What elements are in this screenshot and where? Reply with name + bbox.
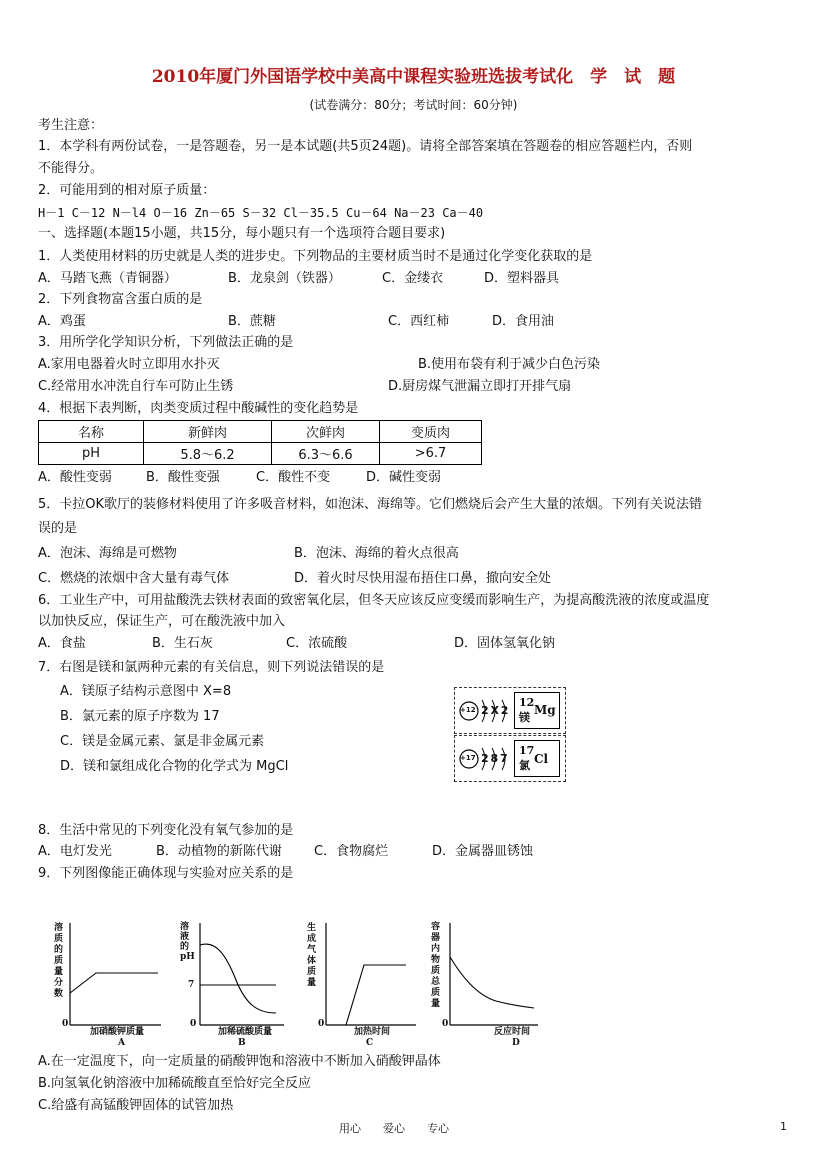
q2-option-b: B．蔗糖	[228, 314, 276, 329]
graph-a-ylabel: 溶质的质量分数	[54, 923, 64, 999]
question-4: 4．根据下表判断，肉类变质过程中酸碱性的变化趋势是	[38, 401, 359, 416]
graph-c-ylabel: 生成气体质量	[307, 923, 317, 988]
mg-shells: 2 X 2	[481, 704, 508, 717]
q9-option-a: A.在一定温度下，向一定质量的硝酸钾饱和溶液中不断加入硝酸钾晶体	[38, 1054, 441, 1069]
cl-shells: 2 8 7	[481, 752, 507, 765]
q9-option-c: C.给盛有高锰酸钾固体的试管加热	[38, 1098, 234, 1113]
notice-item-1: 1．本学科有两份试卷，一是答题卷，另一是本试题(共5页24题)。请将全部答案填在答题卷的相应答题栏内，否则	[38, 139, 693, 154]
graph-d-ylabel: 容器内物质总质量	[431, 922, 441, 1009]
table-header: 变质肉	[380, 421, 482, 443]
graph-b-tick: 7	[188, 980, 195, 990]
q6-option-a: A．食盐	[38, 636, 86, 651]
q5-option-d: D．着火时尽快用湿布捂住口鼻，撤向安全处	[294, 571, 552, 586]
q2-option-a: A．鸡蛋	[38, 314, 86, 329]
page-title: 2010年厦门外国语学校中美高中课程实验班选拔考试化 学 试 题	[151, 67, 676, 87]
mg-element-card	[514, 692, 560, 729]
q4-option-c: C．酸性不变	[256, 470, 331, 485]
table-header: 新鲜肉	[144, 421, 272, 443]
graph-c-curve	[346, 965, 406, 1025]
q7-option-b: B．氯元素的原子序数为 17	[60, 709, 220, 724]
q3-option-a: A.家用电器着火时立即用水扑灭	[38, 357, 220, 372]
question-9: 9．下列图像能正确体现与实验对应关系的是	[38, 866, 294, 881]
q5-option-c: C．燃烧的浓烟中含大量有毒气体	[38, 571, 230, 586]
cl-atomic-number: 17	[519, 744, 535, 757]
ph-table	[38, 420, 482, 465]
q6-option-d: D．固体氢氧化钠	[454, 636, 556, 651]
footer-motto: 用心 爱心 专心	[339, 1122, 449, 1135]
q7-option-c: C．镁是金属元素、氯是非金属元素	[60, 734, 265, 749]
question-1: 1．人类使用材料的历史就是人类的进步史。下列物品的主要材质当时不是通过化学变化获取的是	[38, 249, 593, 264]
question-5: 5．卡拉OK歌厅的装修材料使用了许多吸音材料，如泡沫、海绵等。它们燃烧后会产生大量的浓烟。下列有关说法错	[38, 497, 703, 512]
graph-c-xlabel: 加热时间	[354, 1027, 391, 1037]
cl-name: 氯	[519, 759, 530, 772]
q6-option-b: B．生石灰	[152, 636, 213, 651]
graph-a-curve	[70, 973, 158, 993]
graph-d-origin: 0	[442, 1019, 449, 1029]
graph-a-xlabel: 加硝酸钾质量	[90, 1027, 145, 1037]
graph-d-curve	[450, 957, 534, 1008]
question-5-cont: 误的是	[38, 521, 78, 536]
graph-a-origin: 0	[62, 1019, 69, 1029]
graph-a-letter: A	[118, 1038, 125, 1048]
table-header: 名称	[39, 421, 144, 443]
graph-b-curve	[200, 944, 276, 1013]
table-cell: 6.3～6.6	[272, 443, 380, 465]
graph-d	[450, 923, 538, 1025]
graph-d-letter: D	[512, 1038, 520, 1048]
table-cell: pH	[39, 443, 144, 465]
q4-option-d: D．碱性变弱	[366, 470, 442, 485]
table-header: 次鲜肉	[272, 421, 380, 443]
section-heading: 一、选择题(本题15小题，共15分，每小题只有一个选项符合题目要求)	[38, 226, 446, 241]
notice-item-1-cont: 不能得分。	[38, 161, 104, 176]
q5-option-b: B．泡沫、海绵的着火点很高	[294, 546, 459, 561]
mg-nucleus: +12	[460, 706, 476, 714]
cl-symbol: Cl	[534, 752, 549, 766]
notice-heading: 考生注意：	[38, 118, 104, 133]
q8-option-b: B．动植物的新陈代谢	[156, 844, 282, 859]
q3-option-c: C.经常用水冲洗自行车可防止生锈	[38, 379, 234, 394]
q4-option-a: A．酸性变弱	[38, 470, 112, 485]
chlorine-info	[454, 735, 566, 782]
question-2: 2．下列食物富含蛋白质的是	[38, 292, 203, 307]
graph-b	[200, 923, 284, 1025]
q8-option-a: A．电灯发光	[38, 844, 112, 859]
graph-a	[70, 923, 161, 1025]
graph-d-xlabel: 反应时间	[494, 1027, 531, 1037]
q1-option-d: D．塑料器具	[484, 271, 560, 286]
table-cell: >6.7	[380, 443, 482, 465]
q3-option-b: B.使用布袋有利于减少白色污染	[418, 357, 601, 372]
question-8: 8．生活中常见的下列变化没有氧气参加的是	[38, 823, 294, 838]
exam-info: (试卷满分：80分；考试时间：60分钟)	[309, 98, 518, 112]
q5-option-a: A．泡沫、海绵是可燃物	[38, 546, 177, 561]
cl-element-card	[514, 740, 560, 777]
q8-option-d: D．金属器皿锈蚀	[432, 844, 534, 859]
question-6: 6．工业生产中，可用盐酸洗去铁材表面的致密氧化层，但冬天应该反应变缓而影响生产，为提高酸洗液的浓度或温度	[38, 593, 710, 608]
graph-b-xlabel: 加稀硫酸质量	[218, 1027, 273, 1037]
q1-option-c: C．金缕衣	[382, 271, 444, 286]
q3-option-d: D.厨房煤气泄漏立即打开排气扇	[388, 379, 572, 394]
q1-option-b: B．龙泉剑（铁器）	[228, 271, 341, 286]
graph-c	[326, 923, 416, 1025]
atomic-masses: H－1 C－12 N－l4 O－16 Zn－65 S－32 Cl－35.5 Cu－64 Na－23 Ca－40	[38, 206, 484, 220]
question-7: 7．右图是镁和氯两种元素的有关信息，则下列说法错误的是	[38, 660, 385, 675]
question-3: 3．用所学化学知识分析，下列做法正确的是	[38, 335, 294, 350]
q7-option-d: D．镁和氯组成化合物的化学式为 MgCl	[60, 759, 289, 774]
graph-b-origin: 0	[190, 1019, 197, 1029]
graph-b-ylabel: 溶液的pH	[180, 922, 195, 962]
q8-option-c: C．食物腐烂	[314, 844, 389, 859]
graph-b-letter: B	[238, 1038, 246, 1048]
graph-c-origin: 0	[318, 1019, 325, 1029]
q4-option-b: B．酸性变强	[146, 470, 220, 485]
table-cell: 5.8～6.2	[144, 443, 272, 465]
question-6-cont: 以加快反应，保证生产，可在酸洗液中加入	[38, 614, 286, 629]
mg-name: 镁	[519, 711, 530, 724]
graph-c-letter: C	[366, 1038, 374, 1048]
q1-option-a: A．马踏飞燕（青铜器）	[38, 271, 177, 286]
q9-option-b: B.向氢氧化钠溶液中加稀硫酸直至恰好完全反应	[38, 1076, 312, 1091]
q6-option-c: C．浓硫酸	[286, 636, 348, 651]
mg-symbol: Mg	[534, 703, 556, 717]
cl-nucleus: +17	[460, 754, 476, 762]
q2-option-d: D．食用油	[492, 314, 555, 329]
magnesium-info	[454, 687, 566, 734]
page-number: 1	[780, 1120, 787, 1133]
notice-item-2: 2．可能用到的相对原子质量：	[38, 183, 216, 198]
mg-atomic-number: 12	[519, 696, 535, 709]
q7-option-a: A．镁原子结构示意图中 X=8	[60, 684, 232, 699]
q2-option-c: C．西红柿	[388, 314, 450, 329]
